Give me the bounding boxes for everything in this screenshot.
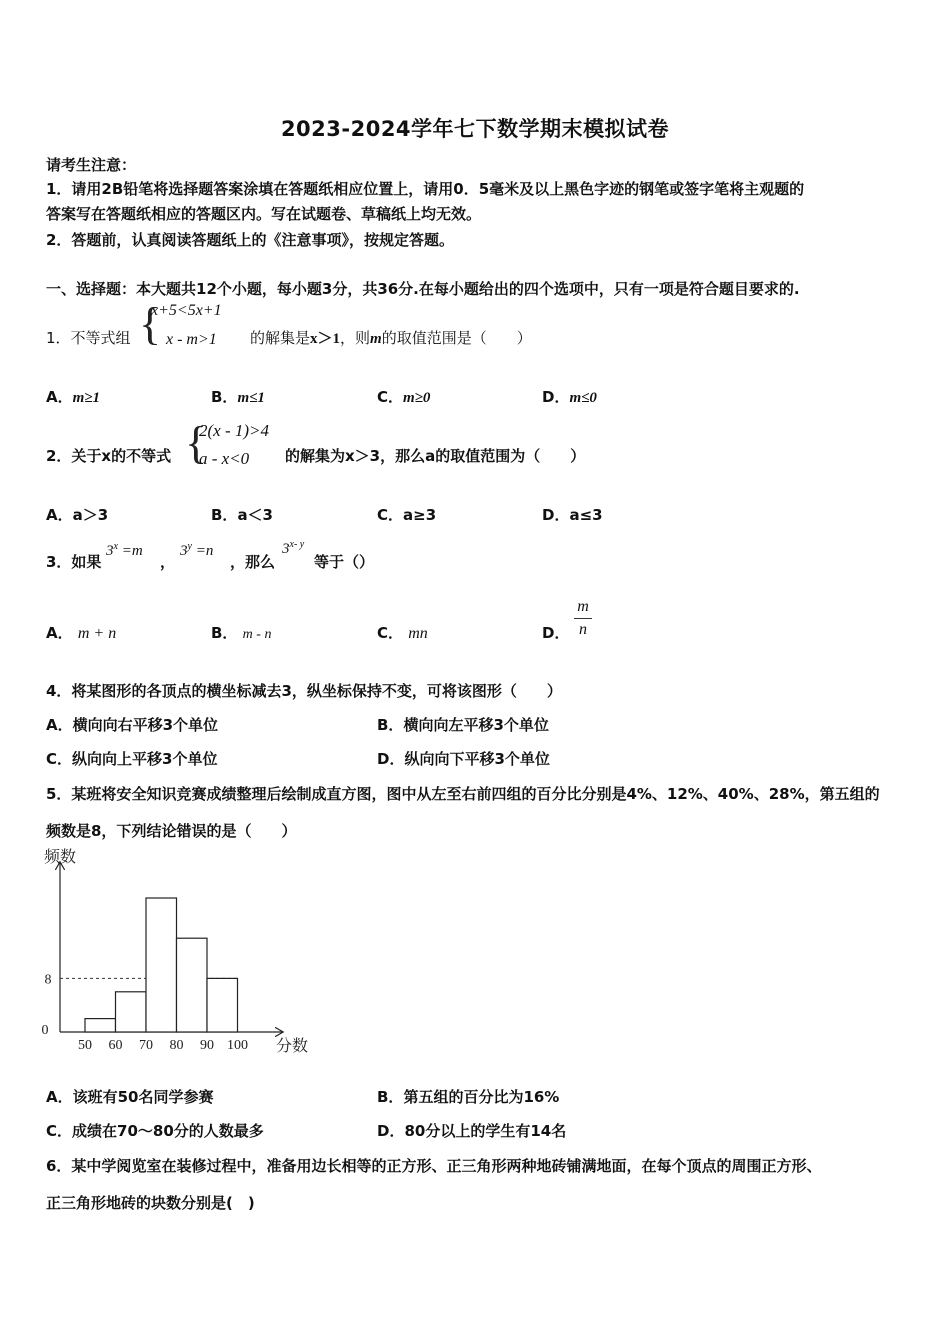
x-tick-label: 80 bbox=[169, 1038, 184, 1053]
histogram-bar bbox=[177, 938, 208, 1032]
q1-ineq-1: x+5<5x+1 bbox=[151, 302, 222, 319]
page-title: 2023-2024学年七下数学期末模拟试卷 bbox=[280, 117, 670, 141]
q3-expr-3: 3$^{x- y}$ bbox=[282, 539, 305, 557]
q1-option-d[interactable]: D．m≤0 bbox=[542, 388, 597, 406]
histogram-chart bbox=[30, 845, 330, 1060]
notice-line-2: 2．答题前，认真阅读答题纸上的《注意事项》，按规定答题。 bbox=[46, 231, 454, 249]
q4-option-c[interactable]: C．纵向向上平移3个单位 bbox=[46, 750, 218, 768]
q1-brace: { bbox=[139, 298, 162, 349]
histogram-bar bbox=[85, 1019, 116, 1032]
q3-expr-1: 3$^x$ =m bbox=[106, 541, 143, 559]
q4-option-a[interactable]: A．横向向右平移3个单位 bbox=[46, 716, 219, 734]
q2-prefix: 2．关于x的不等式 bbox=[46, 447, 172, 465]
q2-option-a[interactable]: A．a＞3 bbox=[46, 506, 109, 524]
q3-option-d[interactable]: D． bbox=[542, 624, 570, 642]
q3-comma: ， bbox=[160, 553, 176, 571]
notice-line-1b: 答案写在答题纸相应的答题区内。写在试题卷、草稿纸上均无效。 bbox=[46, 205, 482, 223]
histogram-bar bbox=[207, 978, 238, 1032]
q5-option-d[interactable]: D．80分以上的学生有14名 bbox=[377, 1122, 567, 1140]
q4-option-d[interactable]: D．纵向向下平移3个单位 bbox=[377, 750, 550, 768]
q1-option-b[interactable]: B．m≤1 bbox=[211, 388, 265, 406]
x-tick-label: 50 bbox=[78, 1038, 92, 1053]
histogram-bars bbox=[85, 898, 238, 1032]
q3-expr-2: 3$^y$ =n bbox=[180, 541, 214, 559]
x-tick-label: 70 bbox=[139, 1038, 153, 1053]
q1-suffix-2: 的取值范围是（ ） bbox=[381, 329, 532, 347]
notice-heading: 请考生注意： bbox=[46, 156, 137, 174]
x-axis-label: 分数 bbox=[276, 1038, 309, 1055]
q2-option-c[interactable]: C．a≥3 bbox=[377, 506, 437, 524]
q1-option-c[interactable]: C．m≥0 bbox=[377, 388, 431, 406]
q1-prefix: 1．不等式组 bbox=[46, 329, 131, 347]
histogram-bar bbox=[146, 898, 177, 1032]
q2-ineq-2: a - x<0 bbox=[199, 449, 250, 468]
notice-line-1a: 1．请用2B铅笔将选择题答案涂填在答题纸相应位置上，请用0．5毫米及以上黑色字迹的钢笔或签字笔将主观题的 bbox=[46, 180, 805, 198]
q2-option-d[interactable]: D．a≤3 bbox=[542, 506, 603, 524]
q2-suffix: 的解集为x＞3，那么a的取值范围为（ ） bbox=[285, 447, 586, 465]
q1-var: m bbox=[370, 331, 382, 347]
y-axis-label: 频数 bbox=[44, 849, 77, 866]
q1-condition: x＞1 bbox=[310, 331, 341, 347]
x-tick-label: 90 bbox=[200, 1038, 214, 1053]
x-tick-label: 100 bbox=[227, 1038, 248, 1053]
histogram-bar bbox=[116, 992, 147, 1032]
section-heading: 一、选择题：本大题共12个小题，每小题3分，共36分.在每小题给出的四个选项中，只有一项是符合题目要求的. bbox=[46, 280, 800, 298]
q2-brace: { bbox=[185, 417, 208, 468]
x-tick-label: 60 bbox=[108, 1038, 123, 1053]
q3-mid: ，那么 bbox=[230, 553, 276, 571]
fraction-bar bbox=[574, 618, 592, 619]
q4-option-b[interactable]: B．横向向左平移3个单位 bbox=[377, 716, 549, 734]
q5-option-a[interactable]: A．该班有50名同学参赛 bbox=[46, 1088, 214, 1106]
q3-suffix: 等于（） bbox=[314, 553, 375, 571]
q6-stem-2: 正三角形地砖的块数分别是( ) bbox=[46, 1194, 255, 1212]
y-tick-label: 0 bbox=[41, 1023, 49, 1038]
q1-option-a[interactable]: A．m≥1 bbox=[46, 388, 101, 406]
q3-option-a[interactable]: A． m + n bbox=[46, 624, 117, 642]
q3-option-d-fraction bbox=[574, 598, 592, 639]
q5-stem-1: 5．某班将安全知识竞赛成绩整理后绘制成直方图，图中从左至右前四组的百分比分别是4%、12%、40%、28%，第五组的 bbox=[46, 785, 880, 803]
q3-option-d-numerator: m bbox=[577, 598, 589, 615]
q2-ineq-1: 2(x - 1)>4 bbox=[199, 421, 270, 440]
q2-option-b[interactable]: B．a＜3 bbox=[211, 506, 273, 524]
q3-option-d-denominator: n bbox=[579, 621, 587, 638]
q5-option-b[interactable]: B．第五组的百分比为16% bbox=[377, 1088, 560, 1106]
q1-stem bbox=[250, 327, 532, 348]
q6-stem-1: 6．某中学阅览室在装修过程中，准备用边长相等的正方形、正三角形两种地砖铺满地面，在每个顶点的周围正方形、 bbox=[46, 1157, 822, 1175]
q1-suffix-1: ，则 bbox=[340, 329, 371, 347]
q1-middle: 的解集是 bbox=[250, 329, 311, 347]
q3-prefix: 3．如果 bbox=[46, 553, 102, 571]
q4-stem: 4．将某图形的各顶点的横坐标减去3，纵坐标保持不变，可将该图形（ ） bbox=[46, 682, 562, 700]
q5-option-c[interactable]: C．成绩在70～80分的人数最多 bbox=[46, 1122, 264, 1140]
q3-option-c[interactable]: C． mn bbox=[377, 624, 428, 642]
q5-stem-2: 频数是8，下列结论错误的是（ ） bbox=[46, 822, 297, 840]
q3-option-b[interactable]: B． m - n bbox=[211, 624, 272, 642]
q1-ineq-2: x - m>1 bbox=[166, 331, 217, 348]
y-tick-label: 8 bbox=[44, 972, 52, 988]
